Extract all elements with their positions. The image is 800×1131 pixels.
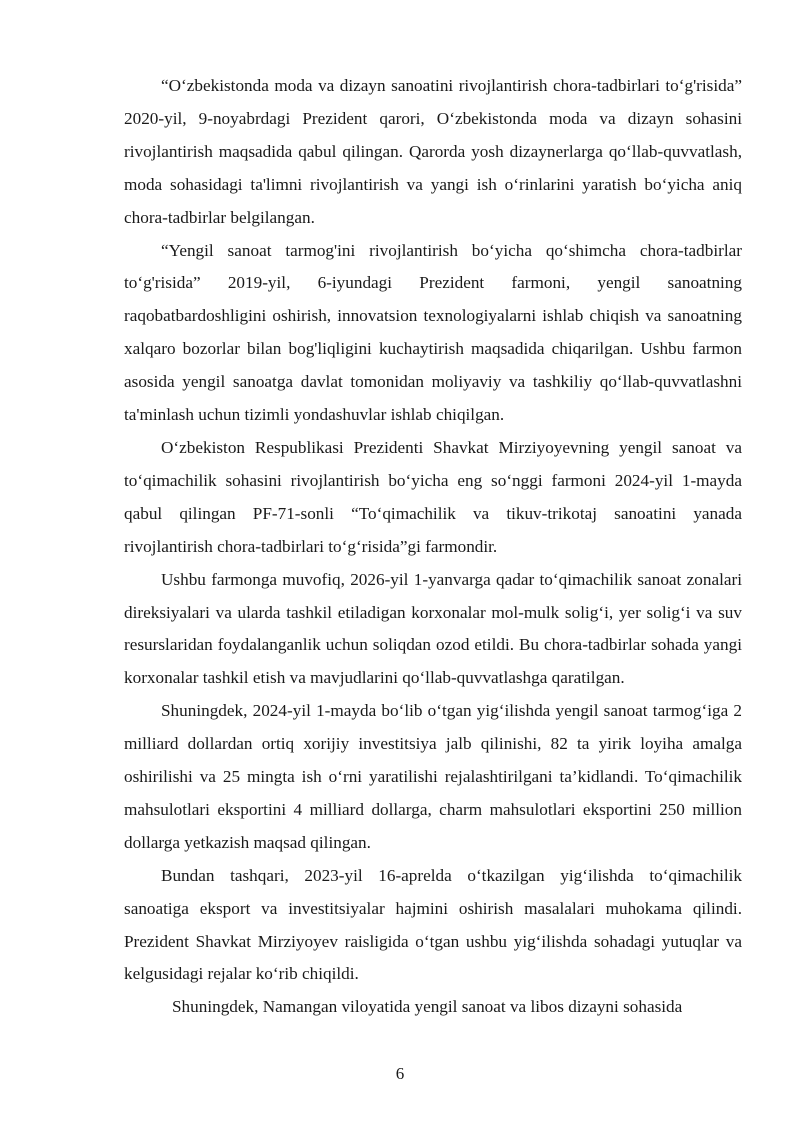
document-body <box>124 70 742 1024</box>
paragraph-tax-exemption: Ushbu farmonga muvofiq, 2026-yil 1-yanvarga qadar to‘qimachilik sanoat zonalari direksiyalari va ularda tashkil etiladigan korxonalar mol-mulk solig‘i, yer solig‘i va suv resurslaridan foydalanganlik uchun soliqdan ozod etildi. Bu chora-tadbirlar sohada yangi korxonalar tashkil etish va mavjudlarini qo‘llab-quvvatlashga qaratilgan. <box>124 569 742 688</box>
paragraph-namangan: Shuningdek, Namangan viloyatida yengil sanoat va libos dizayni sohasida <box>172 997 683 1017</box>
paragraph-light-industry-decree: “Yengil sanoat tarmog'ini rivojlantirish bo‘yicha qo‘shimcha chora-tadbirlar to‘g'risida” 2019-yil, 6-iyundagi Prezident farmoni, yengil sanoatning raqobatbardoshligini oshirish, innovatsion texnologiyalarni ishlab chiqish va sanoatning xalqaro bozorlar bilan bog'liqligini kuchaytirish maqsadida chiqarilgan. Ushbu farmon asosida yengil sanoatga davlat tomonidan moliyaviy va tashkiliy qo‘llab-quvvatlashni ta'minlash uchun tizimli yondashuvlar ishlab chiqilgan. <box>124 240 742 425</box>
paragraph-meeting-2023: Bundan tashqari, 2023-yil 16-aprelda o‘tkazilgan yig‘ilishda to‘qimachilik sanoatiga eksport va investitsiyalar hajmini oshirish masalalari muhokama qilindi. Prezident Shavkat Mirziyoyev raisligida o‘tgan ushbu yig‘ilishda sohadagi yutuqlar va kelgusidagi rejalar ko‘rib chiqildi. <box>124 865 742 984</box>
page-number: 6 <box>395 1064 405 1083</box>
paragraph-fashion-design-decree: “O‘zbekistonda moda va dizayn sanoatini rivojlantirish chora-tadbirlari to‘g'risida” 2020-yil, 9-noyabrdagi Prezident qarori, O‘zbekistonda moda va dizayn sohasini rivojlantirish maqsadida qabul qilingan. Qarorda yosh dizaynerlarga qo‘llab-quvvatlash, moda sohasidagi ta'limni rivojlantirish va yangi ish o‘rinlarini yaratish bo‘yicha aniq chora-tadbirlar belgilangan. <box>124 76 742 227</box>
paragraph-textile-decree-2024: O‘zbekiston Respublikasi Prezidenti Shavkat Mirziyoyevning yengil sanoat va to‘qimachilik sohasini rivojlantirish bo‘yicha eng so‘nggi farmoni 2024-yil 1-mayda qabul qilingan PF-71-sonli “To‘qimachilik va tikuv-trikotaj sanoatini yanada rivojlantirish chora-tadbirlari to‘g‘risida”gi farmondir. <box>124 437 742 556</box>
paragraph-investment-plans: Shuningdek, 2024-yil 1-mayda bo‘lib o‘tgan yig‘ilishda yengil sanoat tarmog‘iga 2 milliard dollardan ortiq xorijiy investitsiya jalb qilinishi, 82 ta yirik loyiha amalga oshirilishi va 25 mingta ish o‘rni yaratilishi rejalashtirilgani ta’kidlandi. To‘qimachilik mahsulotlari eksportini 4 milliard dollarga, charm mahsulotlari eksportini 250 million dollarga yetkazish maqsad qilingan. <box>124 701 742 852</box>
